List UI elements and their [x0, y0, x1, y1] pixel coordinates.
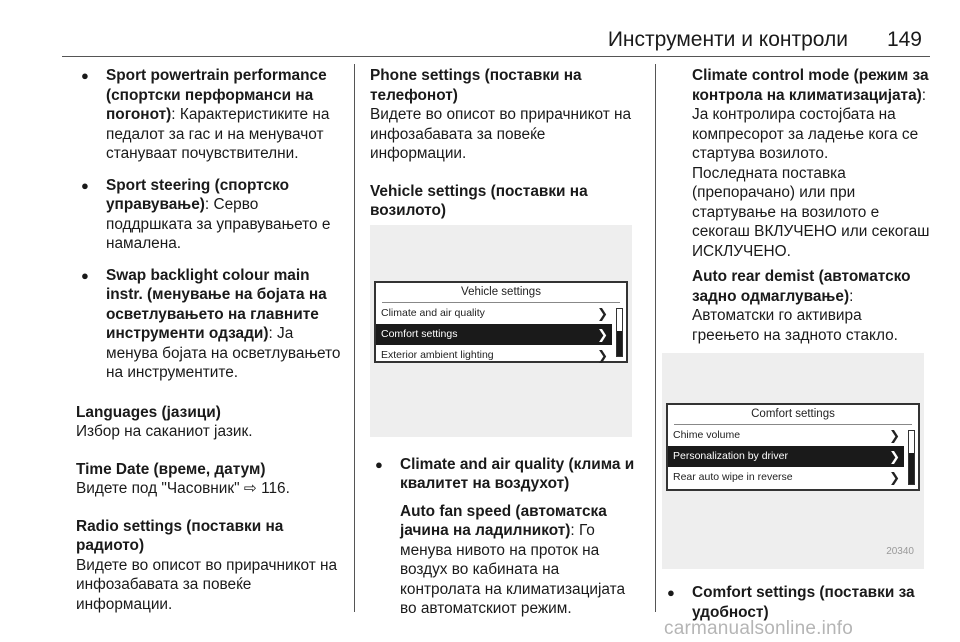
term: Sport powertrain performance (спортски перформанси на погонот) — [106, 67, 327, 123]
radio-settings-text: Видете во описот во прирачникот на инфозабавата за повеќе информации. — [76, 556, 338, 613]
bullet-swap-backlight — [76, 266, 346, 383]
languages-text: Избор на саканиот јазик. — [76, 423, 253, 440]
column-1 — [76, 66, 346, 614]
screen-title: Comfort settings — [751, 408, 835, 420]
menu-item-label: Comfort settings — [381, 327, 458, 340]
phone-settings-text: Видете во описот во прирачникот на инфозабавата за повеќе информации. — [370, 106, 632, 162]
image-code: 20340 — [886, 545, 914, 557]
chapter-title: Инструменти и контроли — [607, 28, 848, 51]
menu-item-label: Exterior ambient lighting — [381, 348, 494, 361]
time-date-heading: Time Date (време, датум) — [76, 460, 266, 478]
watermark: carmanualsonline.info — [664, 618, 854, 639]
page-header — [0, 22, 960, 52]
scrollbar-thumb[interactable] — [617, 331, 622, 356]
display-screen — [666, 403, 920, 491]
bullet-comfort-settings — [662, 583, 932, 622]
chevron-right-icon: ❯ — [889, 449, 900, 464]
chevron-right-icon: ❯ — [597, 305, 608, 321]
menu-item-rear-wipe[interactable] — [668, 467, 904, 488]
column-2 — [370, 66, 638, 619]
page-ref-icon: ⇨ — [243, 480, 257, 497]
term: Swap backlight colour main instr. (менување на бојата на осветлувањето на главните инструменти одзади) — [106, 266, 327, 342]
climate-control-mode — [692, 66, 932, 164]
radio-settings-heading: Radio settings (поставки на радиото) — [76, 517, 284, 554]
page-number: 149 — [886, 28, 922, 51]
description: : Ја контролира состојбата на компресорот за ладење кога се стартува возилото. — [692, 86, 927, 162]
term: Climate and air quality (клима и квалитет на воздухот) — [400, 455, 635, 492]
menu-item-comfort[interactable] — [376, 324, 612, 345]
description: : Ја менува бојата на осветлувањето на инструментите. — [106, 325, 341, 381]
screen-scrollbar[interactable] — [908, 430, 915, 485]
description: : Автоматски го активира греењето на задното стакло. — [692, 287, 898, 344]
menu-item-exterior-lighting[interactable] — [376, 345, 612, 366]
term: Comfort settings (поставки за удобност) — [692, 584, 915, 621]
chevron-right-icon: ❯ — [889, 428, 900, 443]
description: : Го менува нивото на проток на воздух во кабината на контролата на климатизацијата во автоматскиот режим. — [400, 522, 626, 617]
term: Auto rear demist (автоматско задно одмаглување) — [692, 268, 911, 305]
menu-item-label: Rear auto wipe in reverse — [673, 471, 793, 483]
scrollbar-thumb[interactable] — [909, 453, 914, 484]
menu-item-chime-volume[interactable] — [668, 425, 904, 446]
display-screen — [374, 281, 628, 363]
screen-scrollbar[interactable] — [616, 308, 623, 357]
phone-settings-heading: Phone settings (поставки на телефонот) — [370, 67, 582, 104]
vehicle-settings-screenshot — [370, 225, 632, 437]
page-ref-link[interactable]: 116. — [261, 480, 290, 497]
menu-item-personalization[interactable] — [668, 446, 904, 467]
menu-item-label: Chime volume — [673, 429, 741, 441]
chevron-right-icon: ❯ — [889, 470, 900, 485]
time-date-text — [76, 479, 346, 499]
chevron-right-icon: ❯ — [597, 326, 608, 342]
auto-rear-demist — [692, 267, 932, 345]
menu-item-label: Climate and air quality — [381, 306, 485, 319]
languages-heading: Languages (јазици) — [76, 403, 221, 421]
menu-item-label: Personalization by driver — [673, 450, 788, 462]
vehicle-settings-heading: Vehicle settings (поставки на возилото) — [370, 182, 588, 219]
column-divider-2 — [655, 64, 656, 612]
bullet-climate-air-quality — [370, 455, 638, 494]
term: Climate control mode (режим за контрола на климатизацијата) — [692, 67, 929, 104]
menu-item-climate[interactable] — [376, 303, 612, 324]
bullet-sport-powertrain — [76, 66, 346, 164]
chevron-right-icon: ❯ — [597, 347, 608, 363]
bullet-sport-steering — [76, 176, 346, 254]
term: Auto fan speed (автоматска јачина на ладилникот) — [400, 502, 607, 539]
term: Sport steering (спортско управување) — [106, 176, 289, 213]
climate-control-mode-note: Последната поставка (препорачано) или при стартување на возилото е секогаш ВКЛУЧЕНО или секогаш ИСКЛУЧЕНО. — [692, 164, 930, 260]
auto-fan-speed — [370, 502, 638, 619]
comfort-settings-screenshot — [662, 353, 924, 569]
header-rule — [62, 56, 930, 57]
time-date-ref-text: Видете под "Часовник" — [76, 480, 244, 497]
screen-title: Vehicle settings — [461, 285, 541, 298]
description: : Серво поддршката за управувањето е намалена. — [106, 196, 331, 252]
column-3 — [673, 66, 932, 622]
column-divider-1 — [354, 64, 355, 612]
description: : Карактеристиките на педалот за гас и на менувачот стануваат почувствителни. — [106, 106, 330, 162]
